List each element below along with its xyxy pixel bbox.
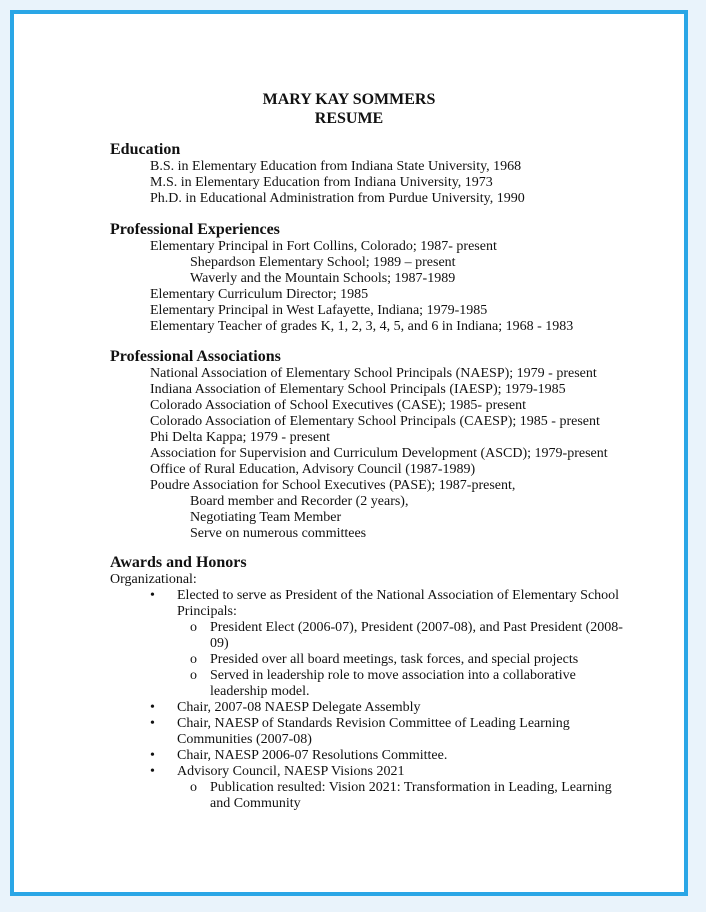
award-text: Chair, 2007-08 NAESP Delegate Assembly [177,700,421,715]
bullet-icon: • [150,588,155,603]
award-subitem [190,780,612,796]
association-item: Phi Delta Kappa; 1979 - present [150,430,331,445]
association-item: Indiana Association of Elementary School Principals (IAESP); 1979-1985 [150,382,566,397]
award-subitem [190,652,578,668]
award-subtext: Served in leadership role to move association into a collaborative [210,668,576,683]
experience-item: Elementary Teacher of grades K, 1, 2, 3, 4, 5, and 6 in Indiana; 1968 - 1983 [150,319,574,334]
experience-item: Waverly and the Mountain Schools; 1987-1989 [190,271,456,286]
experience-item: Shepardson Elementary School; 1989 – present [190,255,456,270]
associations-heading: Professional Associations [110,348,281,365]
bullet-icon: • [150,716,155,731]
education-item: B.S. in Elementary Education from Indiana State University, 1968 [150,159,522,174]
education-item: Ph.D. in Educational Administration from Purdue University, 1990 [150,191,525,206]
award-subitem [190,668,576,684]
circle-bullet-icon: o [190,620,197,635]
bullet-icon: • [150,764,155,779]
award-text: Chair, NAESP of Standards Revision Committee of Leading Learning [177,716,570,731]
circle-bullet-icon: o [190,668,197,683]
education-item: M.S. in Elementary Education from Indiana University, 1973 [150,175,493,190]
award-item [150,764,404,780]
award-subitem [190,620,623,636]
award-item [150,748,447,764]
association-item: Association for Supervision and Curriculum Development (ASCD); 1979-present [150,446,608,461]
award-text-continued: Principals: [177,604,237,619]
award-subtext: Presided over all board meetings, task forces, and special projects [210,652,579,667]
circle-bullet-icon: o [190,780,197,795]
award-item [150,588,619,604]
award-subtext: President Elect (2006-07), President (2007-08), and Past President (2008- [210,620,623,635]
award-subtext-continued: and Community [210,796,301,811]
bullet-icon: • [150,748,155,763]
association-item: Negotiating Team Member [190,510,342,525]
association-item: National Association of Elementary School Principals (NAESP); 1979 - present [150,366,597,381]
association-item: Serve on numerous committees [190,526,367,541]
award-subtext-continued: leadership model. [210,684,310,699]
experience-item: Elementary Principal in West Lafayette, Indiana; 1979-1985 [150,303,488,318]
award-item [150,700,421,716]
experience-item: Elementary Curriculum Director; 1985 [150,287,369,302]
resume-name: MARY KAY SOMMERS [262,91,436,108]
award-subtext: Publication resulted: Vision 2021: Transformation in Leading, Learning [210,780,612,795]
awards-heading: Awards and Honors [110,554,247,571]
award-text: Elected to serve as President of the National Association of Elementary School [177,588,620,603]
experience-heading: Professional Experiences [110,221,280,238]
organizational-label: Organizational: [110,572,197,587]
award-text: Advisory Council, NAESP Visions 2021 [177,764,405,779]
experience-item: Elementary Principal in Fort Collins, Colorado; 1987- present [150,239,497,254]
resume-subtitle: RESUME [314,110,384,127]
association-item: Colorado Association of Elementary School Principals (CAESP); 1985 - present [150,414,600,429]
education-heading: Education [110,141,181,158]
resume-page [10,10,688,896]
association-item: Colorado Association of School Executives (CASE); 1985- present [150,398,526,413]
award-item [150,716,570,732]
award-text: Chair, NAESP 2006-07 Resolutions Committee. [177,748,448,763]
association-item: Board member and Recorder (2 years), [190,494,409,509]
association-item: Poudre Association for School Executives (PASE); 1987-present, [150,478,516,493]
award-subtext-continued: 09) [210,636,229,651]
association-item: Office of Rural Education, Advisory Council (1987-1989) [150,462,476,477]
bullet-icon: • [150,700,155,715]
circle-bullet-icon: o [190,652,197,667]
award-text-continued: Communities (2007-08) [177,732,312,747]
